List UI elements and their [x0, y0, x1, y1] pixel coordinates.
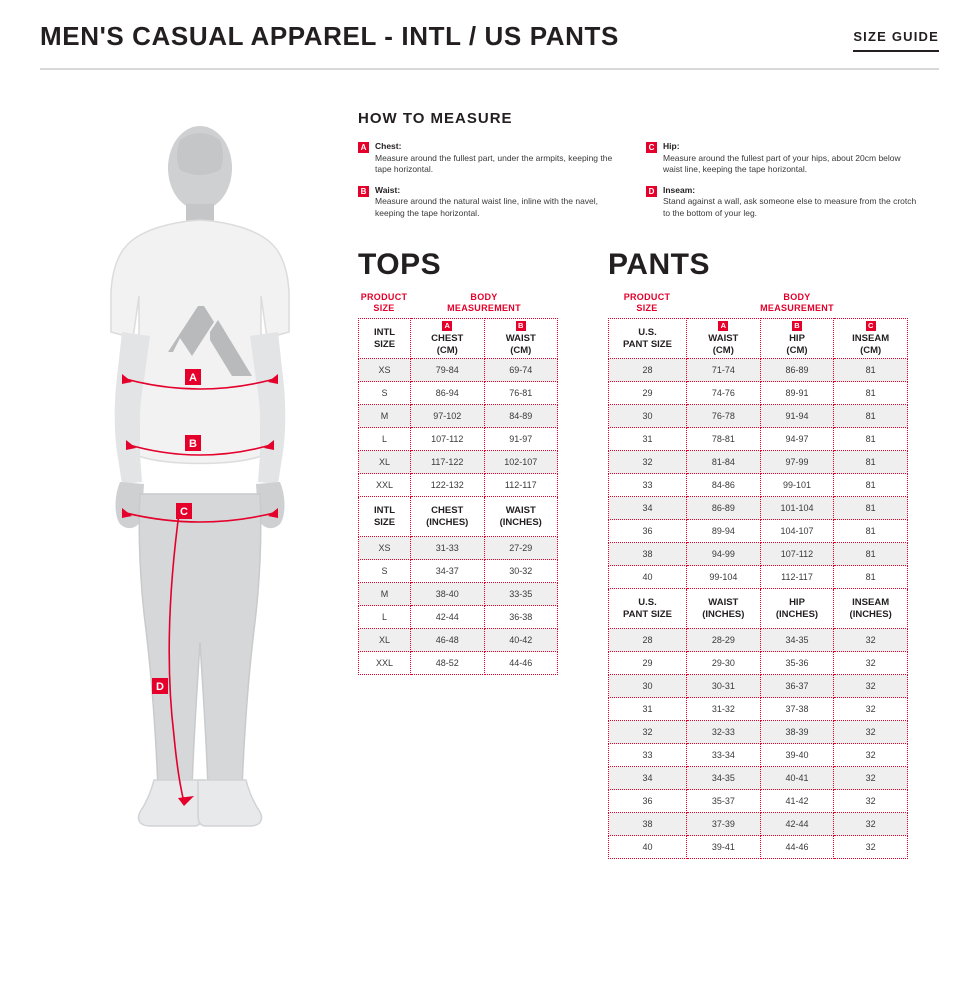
badge-d-icon: D — [646, 186, 657, 197]
pants-cm-header-row — [609, 319, 908, 359]
cell-waist: 94-99 — [687, 543, 761, 566]
cell-waist: 89-94 — [687, 520, 761, 543]
pants-cm-inseam-header: C INSEAM (CM) — [834, 319, 908, 359]
cell-hip: 35-36 — [760, 652, 834, 675]
cell-hip: 94-97 — [760, 428, 834, 451]
table-row — [359, 606, 558, 629]
cell-inseam: 32 — [834, 652, 908, 675]
cell-size: XXL — [359, 474, 411, 497]
tops-inches-header-row — [359, 497, 558, 537]
cell-size: L — [359, 606, 411, 629]
how-to-measure-title: HOW TO MEASURE — [358, 110, 513, 127]
page-header — [40, 20, 939, 66]
table-row — [359, 451, 558, 474]
cell-inseam: 81 — [834, 497, 908, 520]
cell-inseam: 32 — [834, 721, 908, 744]
table-row — [609, 629, 908, 652]
cell-chest: 31-33 — [411, 537, 485, 560]
cell-size: 29 — [609, 382, 687, 405]
measure-text-inseam — [663, 185, 918, 220]
measure-label-inseam: Inseam: — [663, 184, 696, 195]
cell-size: 40 — [609, 566, 687, 589]
measure-label-hip: Hip: — [663, 141, 680, 151]
cell-size: XXL — [359, 652, 411, 675]
tops-cm-header-row — [359, 319, 558, 359]
cell-waist: 28-29 — [687, 629, 761, 652]
cell-waist: 33-35 — [484, 583, 558, 606]
tops-cm-waist-header: B WAIST (CM) — [484, 319, 558, 359]
measure-text-waist — [375, 185, 630, 220]
badge-b-icon: B — [516, 321, 526, 331]
table-row — [359, 405, 558, 428]
badge-a-icon: A — [358, 142, 369, 153]
badge-a-icon: A — [442, 321, 452, 331]
table-row — [609, 836, 908, 859]
table-row — [609, 405, 908, 428]
cell-inseam: 32 — [834, 744, 908, 767]
cell-inseam: 32 — [834, 836, 908, 859]
cell-chest: 42-44 — [411, 606, 485, 629]
cell-waist: 86-89 — [687, 497, 761, 520]
table-row — [609, 451, 908, 474]
cell-waist: 30-31 — [687, 675, 761, 698]
tops-in-chest-header: CHEST (INCHES) — [411, 497, 485, 537]
table-row — [359, 428, 558, 451]
svg-text:D: D — [156, 681, 164, 693]
cell-size: 38 — [609, 543, 687, 566]
cell-waist: 37-39 — [687, 813, 761, 836]
tops-body-measurement-caption: BODY MEASUREMENT — [447, 292, 521, 313]
table-row — [609, 359, 908, 382]
table-row — [609, 428, 908, 451]
table-row — [609, 520, 908, 543]
badge-c-icon: C — [866, 321, 876, 331]
cell-size: S — [359, 382, 411, 405]
cell-hip: 112-117 — [760, 566, 834, 589]
cell-hip: 42-44 — [760, 813, 834, 836]
cell-hip: 34-35 — [760, 629, 834, 652]
measure-desc-hip: Measure around the fullest part of your hips, about 20cm below waist line, keeping the tape horizontal. — [663, 152, 901, 174]
cell-waist: 31-32 — [687, 698, 761, 721]
page-title: MEN'S CASUAL APPAREL - INTL / US PANTS — [40, 21, 619, 51]
table-row — [609, 767, 908, 790]
cell-waist: 102-107 — [484, 451, 558, 474]
cell-hip: 91-94 — [760, 405, 834, 428]
measure-item-inseam — [646, 185, 918, 220]
cell-waist: 112-117 — [484, 474, 558, 497]
cell-size: 29 — [609, 652, 687, 675]
measure-item-chest — [358, 141, 630, 176]
cell-chest: 107-112 — [411, 428, 485, 451]
cell-inseam: 81 — [834, 428, 908, 451]
cell-hip: 38-39 — [760, 721, 834, 744]
cell-waist: 78-81 — [687, 428, 761, 451]
pants-in-inseam-header: INSEAM (INCHES) — [834, 589, 908, 629]
cell-inseam: 32 — [834, 629, 908, 652]
cell-inseam: 81 — [834, 474, 908, 497]
table-row — [609, 474, 908, 497]
table-row — [609, 790, 908, 813]
tops-cm-chest-header: A CHEST (CM) — [411, 319, 485, 359]
pants-category-header — [608, 292, 908, 314]
cell-size: 38 — [609, 813, 687, 836]
pants-in-hip-header: HIP (INCHES) — [760, 589, 834, 629]
cell-hip: 104-107 — [760, 520, 834, 543]
how-to-measure-column-left — [358, 141, 630, 228]
cell-inseam: 81 — [834, 405, 908, 428]
cell-size: 31 — [609, 698, 687, 721]
cell-waist: 84-89 — [484, 405, 558, 428]
svg-text:B: B — [189, 438, 197, 450]
cell-waist: 71-74 — [687, 359, 761, 382]
cell-chest: 79-84 — [411, 359, 485, 382]
tops-in-waist-header: WAIST (INCHES) — [484, 497, 558, 537]
cell-hip: 40-41 — [760, 767, 834, 790]
badge-a-icon: A — [718, 321, 728, 331]
pants-body-measurement-caption: BODY MEASUREMENT — [760, 292, 834, 313]
cell-size: 30 — [609, 675, 687, 698]
table-row — [609, 744, 908, 767]
cell-hip: 99-101 — [760, 474, 834, 497]
cell-waist: 76-78 — [687, 405, 761, 428]
cell-hip: 89-91 — [760, 382, 834, 405]
table-row — [609, 382, 908, 405]
badge-b-icon: B — [358, 186, 369, 197]
table-row — [359, 560, 558, 583]
cell-size: 32 — [609, 451, 687, 474]
cell-hip: 107-112 — [760, 543, 834, 566]
cell-chest: 34-37 — [411, 560, 485, 583]
table-row — [609, 675, 908, 698]
table-row — [609, 652, 908, 675]
tops-title: TOPS — [358, 248, 442, 281]
cell-waist: 39-41 — [687, 836, 761, 859]
measure-text-chest — [375, 141, 630, 176]
table-row — [359, 652, 558, 675]
cell-size: 28 — [609, 629, 687, 652]
cell-inseam: 32 — [834, 767, 908, 790]
cell-chest: 46-48 — [411, 629, 485, 652]
tops-in-size-header: INTL SIZE — [359, 497, 411, 537]
cell-size: 34 — [609, 497, 687, 520]
tops-section — [358, 248, 558, 675]
cell-waist: 35-37 — [687, 790, 761, 813]
cell-size: XS — [359, 537, 411, 560]
cell-hip: 101-104 — [760, 497, 834, 520]
cell-size: 40 — [609, 836, 687, 859]
measure-desc-chest: Measure around the fullest part, under the armpits, keeping the tape horizontal. — [375, 152, 613, 174]
table-row — [609, 698, 908, 721]
cell-waist: 91-97 — [484, 428, 558, 451]
cell-hip: 37-38 — [760, 698, 834, 721]
cell-waist: 74-76 — [687, 382, 761, 405]
size-guide-label-wrap — [853, 20, 939, 52]
cell-waist: 32-33 — [687, 721, 761, 744]
cell-size: M — [359, 583, 411, 606]
cell-chest: 97-102 — [411, 405, 485, 428]
cell-waist: 40-42 — [484, 629, 558, 652]
tops-category-header — [358, 292, 558, 314]
tops-product-size-caption: PRODUCT SIZE — [360, 292, 408, 313]
header-divider — [40, 68, 939, 70]
cell-inseam: 81 — [834, 520, 908, 543]
cell-waist: 27-29 — [484, 537, 558, 560]
measure-label-chest: Chest: — [375, 141, 402, 151]
pants-cm-hip-header: B HIP (CM) — [760, 319, 834, 359]
pants-title: PANTS — [608, 248, 710, 281]
cell-size: 36 — [609, 520, 687, 543]
cell-chest: 122-132 — [411, 474, 485, 497]
badge-b-icon: B — [792, 321, 802, 331]
cell-hip: 36-37 — [760, 675, 834, 698]
cell-waist: 30-32 — [484, 560, 558, 583]
pants-section — [608, 248, 908, 859]
cell-size: 33 — [609, 744, 687, 767]
cell-chest: 38-40 — [411, 583, 485, 606]
cell-chest: 48-52 — [411, 652, 485, 675]
badge-c-icon: C — [646, 142, 657, 153]
cell-hip: 44-46 — [760, 836, 834, 859]
pants-in-size-header: U.S. PANT SIZE — [609, 589, 687, 629]
cell-chest: 86-94 — [411, 382, 485, 405]
cell-size: XL — [359, 451, 411, 474]
table-row — [609, 721, 908, 744]
cell-size: XS — [359, 359, 411, 382]
pants-inches-header-row — [609, 589, 908, 629]
cell-size: 34 — [609, 767, 687, 790]
cell-inseam: 32 — [834, 698, 908, 721]
measure-text-hip — [663, 141, 918, 176]
size-guide-label: SIZE GUIDE — [853, 29, 939, 52]
cell-size: S — [359, 560, 411, 583]
table-row — [359, 583, 558, 606]
table-row — [359, 474, 558, 497]
cell-waist: 33-34 — [687, 744, 761, 767]
cell-size: 28 — [609, 359, 687, 382]
tops-cm-size-header: INTL SIZE — [359, 319, 411, 359]
cell-waist: 44-46 — [484, 652, 558, 675]
mannequin-figure — [60, 120, 340, 880]
cell-inseam: 32 — [834, 790, 908, 813]
table-row — [359, 629, 558, 652]
cell-inseam: 32 — [834, 813, 908, 836]
cell-inseam: 32 — [834, 675, 908, 698]
cell-chest: 117-122 — [411, 451, 485, 474]
cell-waist: 84-86 — [687, 474, 761, 497]
cell-size: 36 — [609, 790, 687, 813]
cell-size: L — [359, 428, 411, 451]
cell-size: 33 — [609, 474, 687, 497]
table-row — [609, 566, 908, 589]
table-row — [359, 382, 558, 405]
cell-size: 32 — [609, 721, 687, 744]
how-to-measure-section — [358, 110, 918, 228]
cell-hip: 41-42 — [760, 790, 834, 813]
measure-desc-waist: Measure around the natural waist line, inline with the navel, keeping the tape horizontal. — [375, 196, 599, 218]
pants-product-size-caption: PRODUCT SIZE — [623, 292, 671, 313]
measure-desc-inseam: Stand against a wall, ask someone else to measure from the crotch to the bottom of your leg. — [663, 196, 917, 218]
cell-waist: 29-30 — [687, 652, 761, 675]
cell-hip: 97-99 — [760, 451, 834, 474]
cell-waist: 36-38 — [484, 606, 558, 629]
pants-in-waist-header: WAIST (INCHES) — [687, 589, 761, 629]
measure-item-hip — [646, 141, 918, 176]
svg-text:A: A — [189, 372, 197, 384]
cell-inseam: 81 — [834, 359, 908, 382]
how-to-measure-column-right — [646, 141, 918, 228]
cell-hip: 86-89 — [760, 359, 834, 382]
pants-size-table — [608, 318, 908, 859]
cell-waist: 34-35 — [687, 767, 761, 790]
cell-waist: 69-74 — [484, 359, 558, 382]
cell-size: XL — [359, 629, 411, 652]
cell-inseam: 81 — [834, 543, 908, 566]
measure-item-waist — [358, 185, 630, 220]
svg-text:C: C — [180, 506, 188, 518]
measure-label-waist: Waist: — [375, 184, 401, 195]
cell-size: M — [359, 405, 411, 428]
cell-hip: 39-40 — [760, 744, 834, 767]
tops-size-table — [358, 318, 558, 675]
pants-cm-size-header: U.S. PANT SIZE — [609, 319, 687, 359]
cell-waist: 81-84 — [687, 451, 761, 474]
table-row — [609, 543, 908, 566]
table-row — [359, 537, 558, 560]
table-row — [359, 359, 558, 382]
table-row — [609, 813, 908, 836]
cell-waist: 76-81 — [484, 382, 558, 405]
pants-cm-waist-header: A WAIST (CM) — [687, 319, 761, 359]
cell-inseam: 81 — [834, 382, 908, 405]
cell-size: 30 — [609, 405, 687, 428]
cell-inseam: 81 — [834, 566, 908, 589]
cell-waist: 99-104 — [687, 566, 761, 589]
cell-size: 31 — [609, 428, 687, 451]
cell-inseam: 81 — [834, 451, 908, 474]
table-row — [609, 497, 908, 520]
